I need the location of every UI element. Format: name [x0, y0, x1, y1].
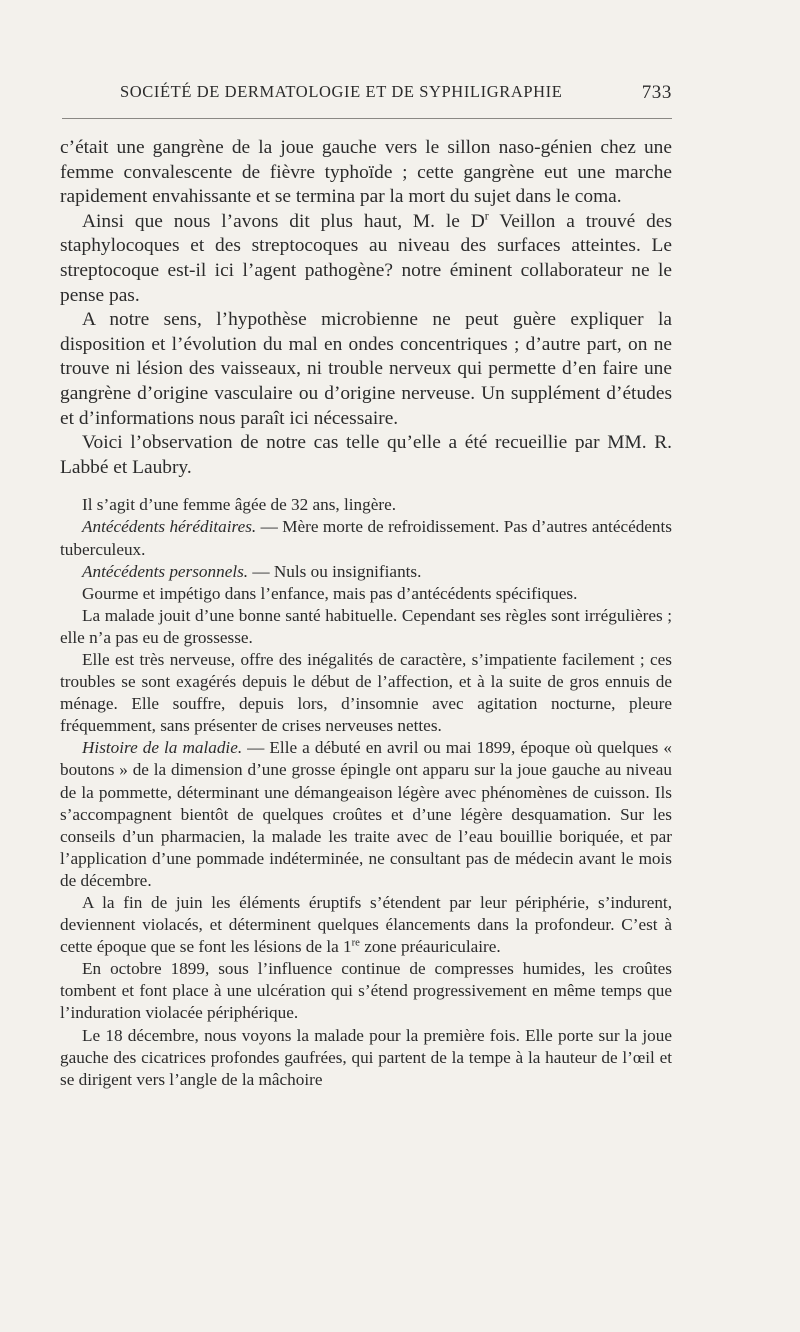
superscript: r	[484, 208, 489, 223]
paragraph-sante: La malade jouit d’une bonne santé habituelle. Cependant ses règles sont irrégulières ; elle n’a pas eu de grossesse.	[60, 605, 672, 647]
paragraph-nerveuse: Elle est très nerveuse, offre des inégalités de caractère, s’impatiente facilement ; ces troubles se sont exagérés depuis le début de l’affection, et à la suite de gros ennuis de ménage. Elle souffre, depuis lors, d’insomnie avec agitation nocturne, pleure fréquemment, sans présenter de crises nerveuses nettes.	[60, 649, 672, 736]
heading-histoire: Histoire de la maladie.	[82, 738, 243, 758]
heading-antecedents-hereditaires: Antécédents héréditaires.	[82, 517, 257, 537]
paragraph-veillon: Ainsi que nous l’avons dit plus haut, M. le $D^r$ Veillon a trouvé des staphylocoques et des streptocoques au niveau des surfaces atteintes. Le streptocoque est-il ici l’agent pathogène? notre éminent collaborateur ne le pense pas.	[60, 208, 672, 306]
page-number: 733	[641, 82, 672, 103]
paragraph-histoire: Histoire de la maladie. — Elle a débuté en avril ou mai 1899, époque où quelques « boutons » de la dimension d’une grosse épingle ont apparu sur la joue gauche au niveau de la pommette, déterminant une démangeaison légère avec phénomènes de cuisson. Ils s’accompagnent bientôt de quelques croûtes et d’une légère desquamation. Sur les conseils d’un pharmacien, la malade les traite avec de l’eau bouillie boriquée, et par l’application d’une pommade indéterminée, ne consultant pas de médecin avant le mois de décembre.	[60, 738, 672, 890]
paragraph-antecedents-personnels: Antécédents personnels. — Nuls ou insignifiants.	[82, 561, 422, 581]
paragraph-hypothese: A notre sens, l’hypothèse microbienne ne peut guère expliquer la disposition et l’évolution du mal en ondes concentriques ; d’autre part, on ne trouve ni lésion des vaisseaux, ni trouble nerveux qui permette d’en faire une gangrène d’origine vasculaire ou d’origine nerveuse. Un supplément d’études et d’informations nous paraît ici nécessaire.	[60, 309, 672, 429]
main-discussion	[60, 136, 672, 480]
paragraph-juin: A la fin de juin les éléments éruptifs s’étendent par leur périphérie, s’indurent, deviennent violacés, et déterminent quelques élancements dans la profondeur. C’est à cette époque que se font les lésions de la 1re zone préauriculaire.	[60, 893, 672, 957]
paragraph-gourme: Gourme et impétigo dans l’enfance, mais pas d’antécédents spécifiques.	[82, 583, 578, 603]
paragraph-antecedents-hereditaires: Antécédents héréditaires. — Mère morte de refroidissement. Pas d’autres antécédents tuberculeux.	[60, 517, 672, 559]
running-title: SOCIÉTÉ DE DERMATOLOGIE ET DE SYPHILIGRAPHIE	[120, 82, 563, 101]
body-text	[60, 136, 672, 1091]
paragraph-gangrene-case: c’était une gangrène de la joue gauche vers le sillon naso-génien chez une femme convalescente de fièvre typhoïde ; cette gangrène eut une marche rapidement envahissante et se termina par la mort du sujet dans le coma.	[60, 137, 672, 208]
observation-section	[60, 494, 672, 1091]
header-rule	[62, 118, 672, 119]
superscript: re	[351, 937, 360, 949]
paragraph-observation-intro: Voici l’observation de notre cas telle qu’elle a été recueillie par MM. R. Labbé et Laubry.	[60, 432, 672, 478]
heading-antecedents-personnels: Antécédents personnels.	[82, 561, 249, 581]
paragraph-decembre: Le 18 décembre, nous voyons la malade pour la première fois. Elle porte sur la joue gauche des cicatrices profondes gaufrées, qui partent de la tempe à la hauteur de l’œil et se dirigent vers l’angle de la mâchoire	[60, 1025, 672, 1089]
paragraph-octobre: En octobre 1899, sous l’influence continue de compresses humides, les croûtes tombent et font place à une ulcération qui s’étend progressivement en même temps que l’induration violacée périphérique.	[60, 959, 672, 1023]
paragraph-patient-intro: Il s’agit d’une femme âgée de 32 ans, lingère.	[82, 495, 397, 515]
